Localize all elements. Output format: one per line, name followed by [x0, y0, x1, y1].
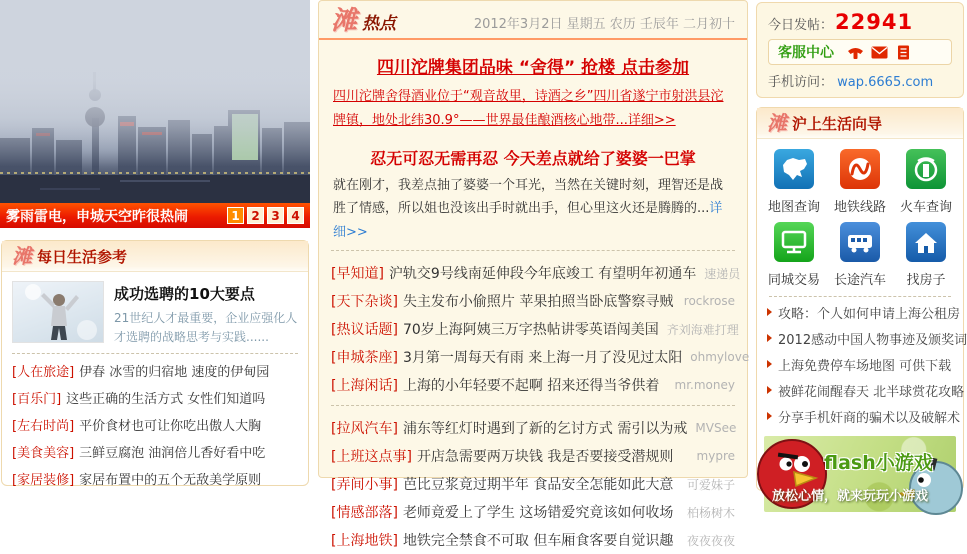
- brand-logo-icon: 滩: [767, 111, 787, 135]
- tip-text: 2012感动中国人物事迹及颁奖词: [778, 332, 967, 348]
- forum-tag[interactable]: [早知道]: [331, 266, 384, 283]
- author-name[interactable]: 齐刘海难打理: [666, 322, 739, 337]
- right-column: [756, 2, 967, 504]
- featured-article[interactable]: [2, 272, 308, 353]
- hot-topics-header: [319, 1, 747, 40]
- featured-text: [114, 281, 298, 346]
- hot-list-item: [331, 287, 735, 315]
- photo-pagination: [227, 207, 304, 224]
- hot-list-item: [331, 498, 735, 526]
- top-post-lead: [333, 174, 733, 244]
- stats-box: [756, 2, 964, 98]
- guide-label: 同城交易: [767, 273, 820, 288]
- tip-link[interactable]: [767, 403, 961, 429]
- bullet-icon: [767, 412, 772, 420]
- forum-tag[interactable]: [弄间小事]: [331, 477, 398, 494]
- hot-list-item: [331, 526, 735, 554]
- daily-life-panel: [1, 240, 309, 489]
- category-tag[interactable]: [家居装修]: [12, 473, 75, 489]
- item-title[interactable]: 平价食材也可让你吃出傲人大胸: [79, 419, 262, 435]
- forum-tag[interactable]: [天下杂谈]: [331, 294, 398, 311]
- guide-label: 长途汽车: [833, 273, 886, 288]
- house-icon: [906, 222, 946, 262]
- hot-list-item: [331, 414, 735, 442]
- tip-link[interactable]: [767, 351, 953, 377]
- forum-tag[interactable]: [上班这点事]: [331, 449, 412, 466]
- tip-text: 上海免费停车场地图 可供下载: [778, 358, 952, 374]
- ad-subtitle: 放松心情，就来玩玩小游戏: [772, 489, 929, 504]
- hot-list-item: [331, 259, 741, 287]
- customer-service-label: 客服中心: [778, 45, 834, 61]
- brand-logo-icon: 滩: [331, 6, 358, 36]
- page-button[interactable]: 2: [247, 207, 264, 224]
- forum-tag[interactable]: [上海地铁]: [331, 533, 398, 550]
- author-name[interactable]: 夜夜夜夜: [686, 533, 735, 548]
- daily-life-title: 每日生活参考: [37, 247, 128, 266]
- hot-list-item: [331, 343, 750, 371]
- daily-life-list: [2, 354, 308, 492]
- author-name[interactable]: mypre: [696, 449, 735, 464]
- thread-title[interactable]: 老师竟爱上了学生 这场错爱究竟该如何收场: [402, 505, 674, 522]
- divider: [331, 405, 735, 406]
- guide-item-map-search[interactable]: [761, 149, 827, 215]
- item-title[interactable]: 三鲜豆腐泡 油润倍儿香好看中吃: [79, 446, 266, 462]
- author-name[interactable]: ohmylove: [690, 350, 750, 365]
- date-text: 2012年3月2日 星期五 农历 壬辰年 二月初十: [473, 17, 735, 32]
- forum-tag[interactable]: [情感部落]: [331, 505, 398, 522]
- posts-today-label: 今日发帖：: [768, 18, 834, 33]
- bullet-icon: [767, 308, 772, 316]
- featured-title[interactable]: 成功选聘的10大要点: [114, 285, 255, 303]
- document-icon[interactable]: [895, 45, 912, 60]
- bullet-icon: [767, 360, 772, 368]
- category-tag[interactable]: [美食美容]: [12, 446, 75, 462]
- featured-thumbnail[interactable]: [12, 281, 104, 343]
- list-item: [12, 438, 298, 465]
- tip-text: 被鲜花闹醒春天 北半球赏花攻略: [778, 384, 965, 400]
- thread-title[interactable]: 地铁完全禁食不可取 但车厢食客要自觉识趣: [402, 533, 674, 550]
- guide-label: 找房子: [906, 273, 946, 288]
- hot-list-item: [331, 470, 735, 498]
- photo-caption-bar: [0, 203, 310, 228]
- author-name[interactable]: MVSee: [695, 421, 737, 436]
- thread-title[interactable]: 芭比豆浆竟过期半年 食品安全怎能如此大意: [402, 477, 674, 494]
- forum-tag[interactable]: [拉风汽车]: [331, 421, 398, 438]
- tips-list: [757, 299, 967, 429]
- left-column: [0, 0, 310, 489]
- fog-overlay: [0, 0, 310, 203]
- page-button[interactable]: 1: [227, 207, 244, 224]
- thread-title[interactable]: 沪轨交9号线南延伸段今年底竣工 有望明年初通车: [388, 266, 697, 283]
- list-item: [12, 411, 298, 438]
- tip-link[interactable]: [767, 299, 961, 325]
- page-button[interactable]: 3: [267, 207, 284, 224]
- posts-today: [768, 10, 952, 34]
- list-item: [12, 465, 298, 492]
- news-photo-foggy-shanghai[interactable]: [0, 0, 310, 203]
- hot-list-1: [319, 257, 750, 399]
- divider: [331, 250, 735, 251]
- read-more-link[interactable]: 详细>>: [333, 201, 723, 240]
- guide-item-find-housing[interactable]: [893, 222, 959, 288]
- posts-today-count: 22941: [835, 10, 914, 34]
- thread-title[interactable]: 3月第一周每天有雨 来上海一月了没见过太阳: [402, 350, 683, 367]
- life-guide-header: [757, 108, 963, 139]
- thread-title[interactable]: 上海的小年轻要不起啊 招来还得当爷供着: [402, 378, 660, 395]
- thread-title[interactable]: 开店急需要两万块钱 我是否要接受潜规则: [416, 449, 674, 466]
- ad-title: flash小游戏: [824, 452, 933, 474]
- item-title[interactable]: 这些正确的生活方式 女性们知道吗: [66, 392, 266, 408]
- list-item: [12, 384, 298, 411]
- mobile-access: [768, 71, 952, 90]
- tip-link[interactable]: [767, 325, 967, 351]
- category-tag[interactable]: [人在旅途]: [12, 365, 75, 381]
- author-name[interactable]: mr.money: [674, 378, 735, 393]
- hot-topics-panel: [318, 0, 750, 550]
- bus-icon: [840, 222, 880, 262]
- top-post-lead-text: 就在刚才，我差点抽了婆婆一个耳光，当然在关键时刻，理智还是战胜了情感，所以姐也没该出手时就出手，但心里这火还是腾腾的...: [333, 178, 724, 217]
- life-guide-box: [756, 107, 967, 504]
- railway-logo-icon: [906, 149, 946, 189]
- brand-logo-icon: 滩: [12, 244, 32, 268]
- tip-text: 分享手机奸商的骗术以及破解术: [778, 410, 961, 426]
- guide-label: 地图查询: [767, 200, 820, 215]
- author-name[interactable]: 可爱妹子: [686, 477, 735, 492]
- guide-label: 地铁线路: [833, 200, 886, 215]
- hot-list-2: [319, 412, 747, 554]
- hot-list-item: [331, 442, 735, 470]
- top-post-headline-link[interactable]: 忍无可忍无需再忍 今天差点就给了婆婆一巴掌: [370, 149, 696, 169]
- thread-title[interactable]: 浦东等红灯时遇到了新的乞讨方式 需引以为戒: [402, 421, 688, 438]
- daily-life-header: [2, 241, 308, 272]
- phone-icon[interactable]: [847, 45, 864, 60]
- promo-headline-link[interactable]: 四川沱牌集团品味 “舍得” 抢楼 点击参加: [376, 58, 690, 78]
- mail-icon[interactable]: [871, 45, 888, 60]
- guide-item-local-trade[interactable]: [761, 222, 827, 288]
- hot-topics-logo-text: 热点: [362, 14, 397, 35]
- bullet-icon: [767, 386, 772, 394]
- category-tag[interactable]: [左右时尚]: [12, 419, 75, 435]
- tip-link[interactable]: [767, 377, 965, 403]
- category-tag[interactable]: [百乐门]: [12, 392, 62, 408]
- item-title[interactable]: 家居布置中的五个无敌美学原则: [79, 473, 262, 489]
- promo-lead-link[interactable]: 四川沱牌舍得酒业位于“观音故里，诗酒之乡”四川省遂宁市射洪县沱牌镇，地处北纬30.9°——世界最佳酿酒核心地带...详细>>: [333, 89, 724, 129]
- bullet-icon: [767, 334, 772, 342]
- thread-title[interactable]: 70岁上海阿姨三万字热帖讲零英语闯美国: [402, 322, 659, 339]
- person-celebrating-icon: [13, 282, 103, 342]
- flash-games-ad[interactable]: [764, 436, 956, 512]
- tip-text: 攻略：个人如何申请上海公租房: [778, 306, 961, 322]
- item-title[interactable]: 伊春 冰雪的归宿地 速度的伊甸园: [79, 365, 270, 381]
- author-name[interactable]: 速递员: [704, 266, 741, 281]
- photo-caption-text[interactable]: 雾雨雷电，申城天空昨很热闹: [6, 208, 188, 225]
- metro-logo-icon: [840, 149, 880, 189]
- life-guide-title: 沪上生活向导: [792, 114, 883, 133]
- guide-item-train-search[interactable]: [893, 149, 959, 215]
- monitor-icon: [774, 222, 814, 262]
- author-name[interactable]: rockrose: [683, 294, 735, 309]
- customer-service-button[interactable]: [768, 39, 952, 65]
- guide-grid: [757, 139, 963, 290]
- hot-list-item: [331, 371, 735, 399]
- list-item: [12, 357, 298, 384]
- forum-tag[interactable]: [上海闲话]: [331, 378, 398, 395]
- hot-list-item: [331, 315, 739, 343]
- china-map-icon: [774, 149, 814, 189]
- forum-tag[interactable]: [热议话题]: [331, 322, 398, 339]
- guide-item-metro-lines[interactable]: [827, 149, 893, 215]
- mobile-access-label: 手机访问：: [768, 75, 834, 90]
- guide-item-long-distance-bus[interactable]: [827, 222, 893, 288]
- featured-description: 21世纪人才最重要，企业应强化人才选聘的战略思考与实践......: [114, 311, 298, 344]
- mobile-access-link[interactable]: wap.6665.com: [837, 75, 934, 90]
- hot-topics-logo: [331, 8, 396, 34]
- guide-label: 火车查询: [899, 200, 952, 215]
- forum-tag[interactable]: [申城茶座]: [331, 350, 398, 367]
- author-name[interactable]: 柏杨树木: [686, 505, 735, 520]
- thread-title[interactable]: 失主发布小偷照片 苹果拍照当卧底警察寻贼: [402, 294, 674, 311]
- page-button[interactable]: 4: [287, 207, 304, 224]
- divider: [769, 296, 951, 297]
